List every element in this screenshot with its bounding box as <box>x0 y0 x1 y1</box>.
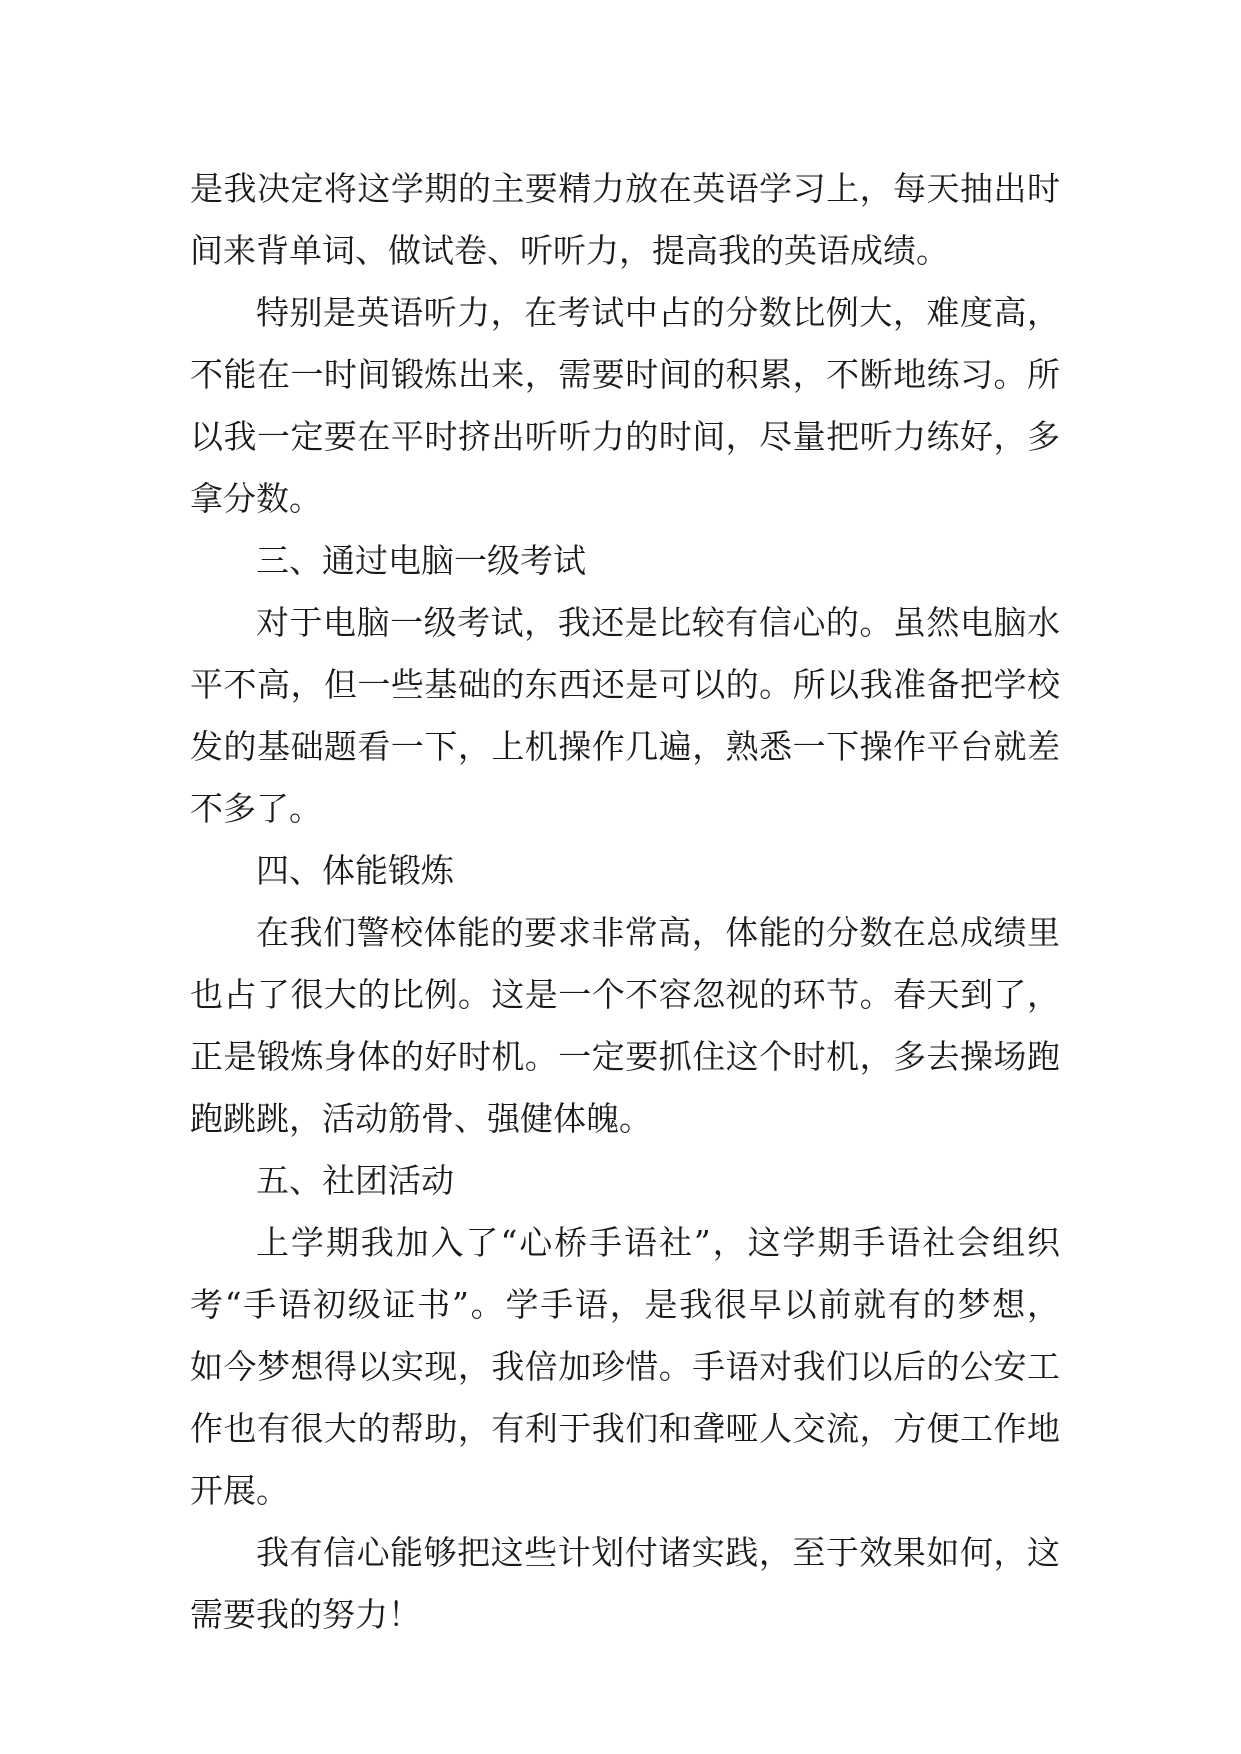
body-line: 以我一定要在平时挤出听听力的时间，尽量把听力练好，多 <box>190 417 1060 456</box>
paragraph-start-line: 在我们警校体能的要求非常高，体能的分数在总成绩里 <box>256 913 1060 952</box>
body-line: 平不高，但一些基础的东西还是可以的。所以我准备把学校 <box>190 665 1060 704</box>
document-body <box>190 158 1060 1646</box>
section-heading: 四、体能锻炼 <box>256 851 454 890</box>
body-line: 是我决定将这学期的主要精力放在英语学习上，每天抽出时 <box>190 169 1060 208</box>
paragraph-start-line: 上学期我加入了“心桥手语社”，这学期手语社会组织 <box>256 1223 1060 1262</box>
paragraph-start-line: 我有信心能够把这些计划付诸实践，至于效果如何，这 <box>256 1533 1060 1572</box>
body-line: 开展。 <box>190 1471 289 1510</box>
section-heading: 五、社团活动 <box>256 1161 454 1200</box>
paragraph-start-line: 对于电脑一级考试，我还是比较有信心的。虽然电脑水 <box>256 603 1060 642</box>
body-line: 间来背单词、做试卷、听听力，提高我的英语成绩。 <box>190 231 949 270</box>
body-line: 作也有很大的帮助，有利于我们和聋哑人交流，方便工作地 <box>190 1409 1060 1448</box>
body-line: 需要我的努力！ <box>190 1595 421 1634</box>
body-line: 不多了。 <box>190 789 322 828</box>
body-line: 发的基础题看一下，上机操作几遍，熟悉一下操作平台就差 <box>190 727 1060 766</box>
body-line: 考“手语初级证书”。学手语，是我很早以前就有的梦想， <box>190 1285 1060 1324</box>
body-line: 如今梦想得以实现，我倍加珍惜。手语对我们以后的公安工 <box>190 1347 1060 1386</box>
body-line: 拿分数。 <box>190 479 322 518</box>
body-line: 正是锻炼身体的好时机。一定要抓住这个时机，多去操场跑 <box>190 1037 1060 1076</box>
paragraph-start-line: 特别是英语听力，在考试中占的分数比例大，难度高， <box>256 293 1060 332</box>
body-line: 跑跳跳，活动筋骨、强健体魄。 <box>190 1099 652 1138</box>
section-heading: 三、通过电脑一级考试 <box>256 541 586 580</box>
body-line: 不能在一时间锻炼出来，需要时间的积累，不断地练习。所 <box>190 355 1060 394</box>
body-line: 也占了很大的比例。这是一个不容忽视的环节。春天到了， <box>190 975 1060 1014</box>
